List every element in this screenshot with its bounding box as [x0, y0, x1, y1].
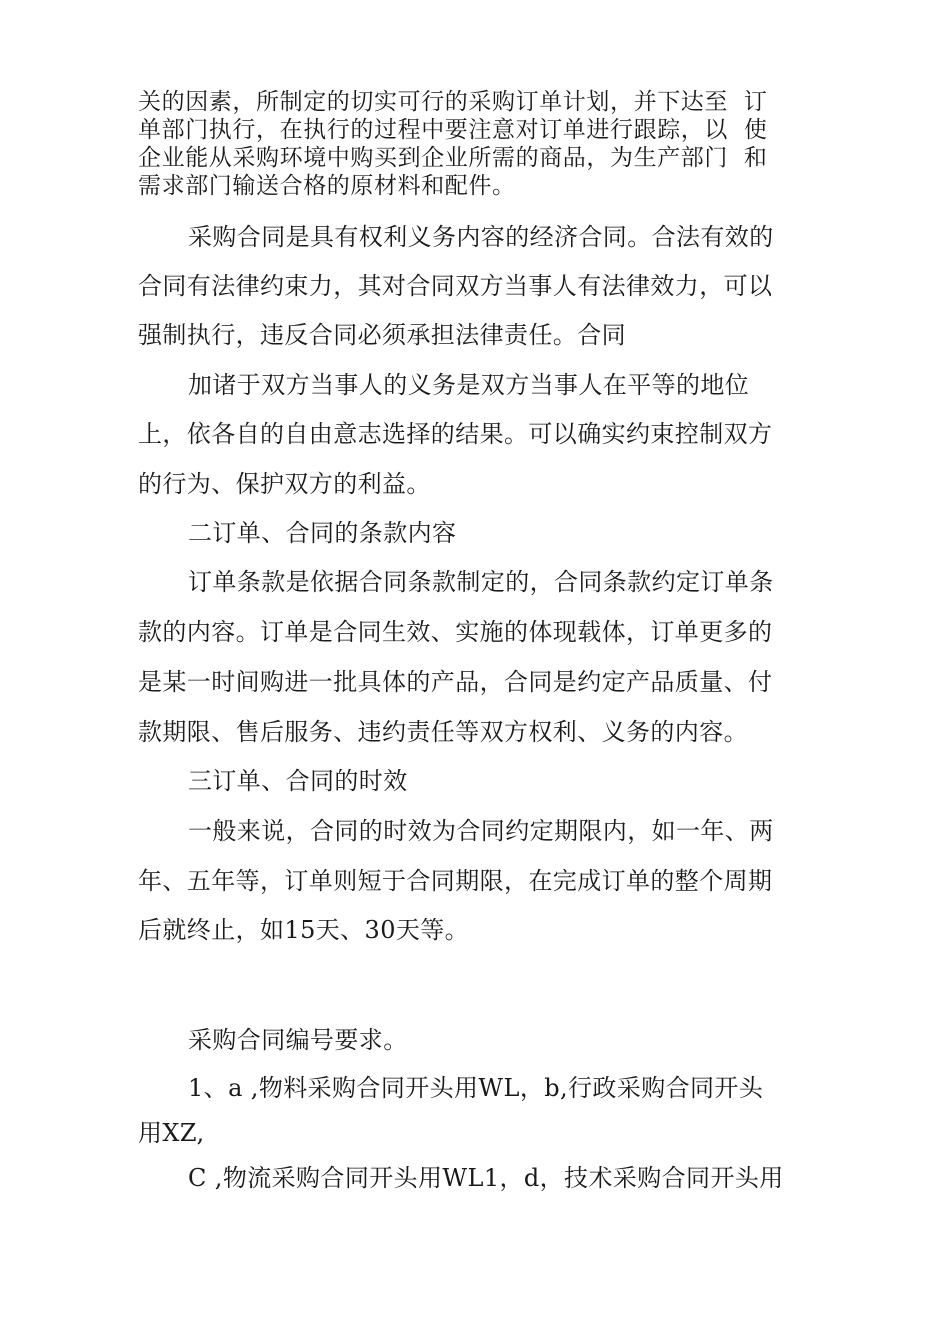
paragraph-first-line: 订单条款是依据合同条款制定的，合同条款约定订单条 [188, 568, 774, 596]
text-line: 款期限、售后服务、违约责任等双方权利、义务的内容。 [138, 718, 748, 746]
text-line: 单部门执行，在执行的过程中要注意对订单进行跟踪，以 使 [138, 117, 768, 143]
paragraph-first-line: 采购合同是具有权利义务内容的经济合同。合法有效的 [188, 223, 774, 251]
list-item: C ,物流采购合同开头用WL1，d，技术采购合同开头用 [188, 1164, 784, 1192]
text-line: 企业能从采购环境中购买到企业所需的商品，为生产部门 和 [138, 145, 768, 171]
text-line: 年、五年等，订单则短于合同期限，在完成订单的整个周期 [138, 867, 773, 895]
section-heading: 三订单、合同的时效 [188, 767, 408, 795]
section-heading: 采购合同编号要求。 [188, 1026, 408, 1054]
section-heading: 二订单、合同的条款内容 [188, 519, 457, 547]
text-line: 的行为、保护双方的利益。 [138, 470, 431, 498]
text-line: 强制执行，违反合同必须承担法律责任。合同 [138, 321, 626, 349]
text-line: 关的因素，所制定的切实可行的采购订单计划，并下达至 订 [138, 89, 768, 115]
text-line: 合同有法律约束力，其对合同双方当事人有法律效力，可以 [138, 272, 773, 300]
text-line: 用XZ, [138, 1119, 205, 1147]
text-line: 需求部门输送合格的原材料和配件。 [138, 173, 516, 199]
list-item: 1、a ,物料采购合同开头用WL，b,行政采购合同开头 [188, 1074, 764, 1102]
paragraph-first-line: 一般来说，合同的时效为合同约定期限内，如一年、两 [188, 817, 774, 845]
text-line: 后就终止，如15天、30天等。 [138, 916, 470, 944]
paragraph-first-line: 加诸于双方当事人的义务是双方当事人在平等的地位 [188, 371, 750, 399]
text-line: 款的内容。订单是合同生效、实施的体现载体，订单更多的 [138, 618, 773, 646]
text-line: 上，依各自的自由意志选择的结果。可以确实约束控制双方 [138, 420, 773, 448]
text-line: 是某一时间购进一批具体的产品，合同是约定产品质量、付 [138, 668, 773, 696]
